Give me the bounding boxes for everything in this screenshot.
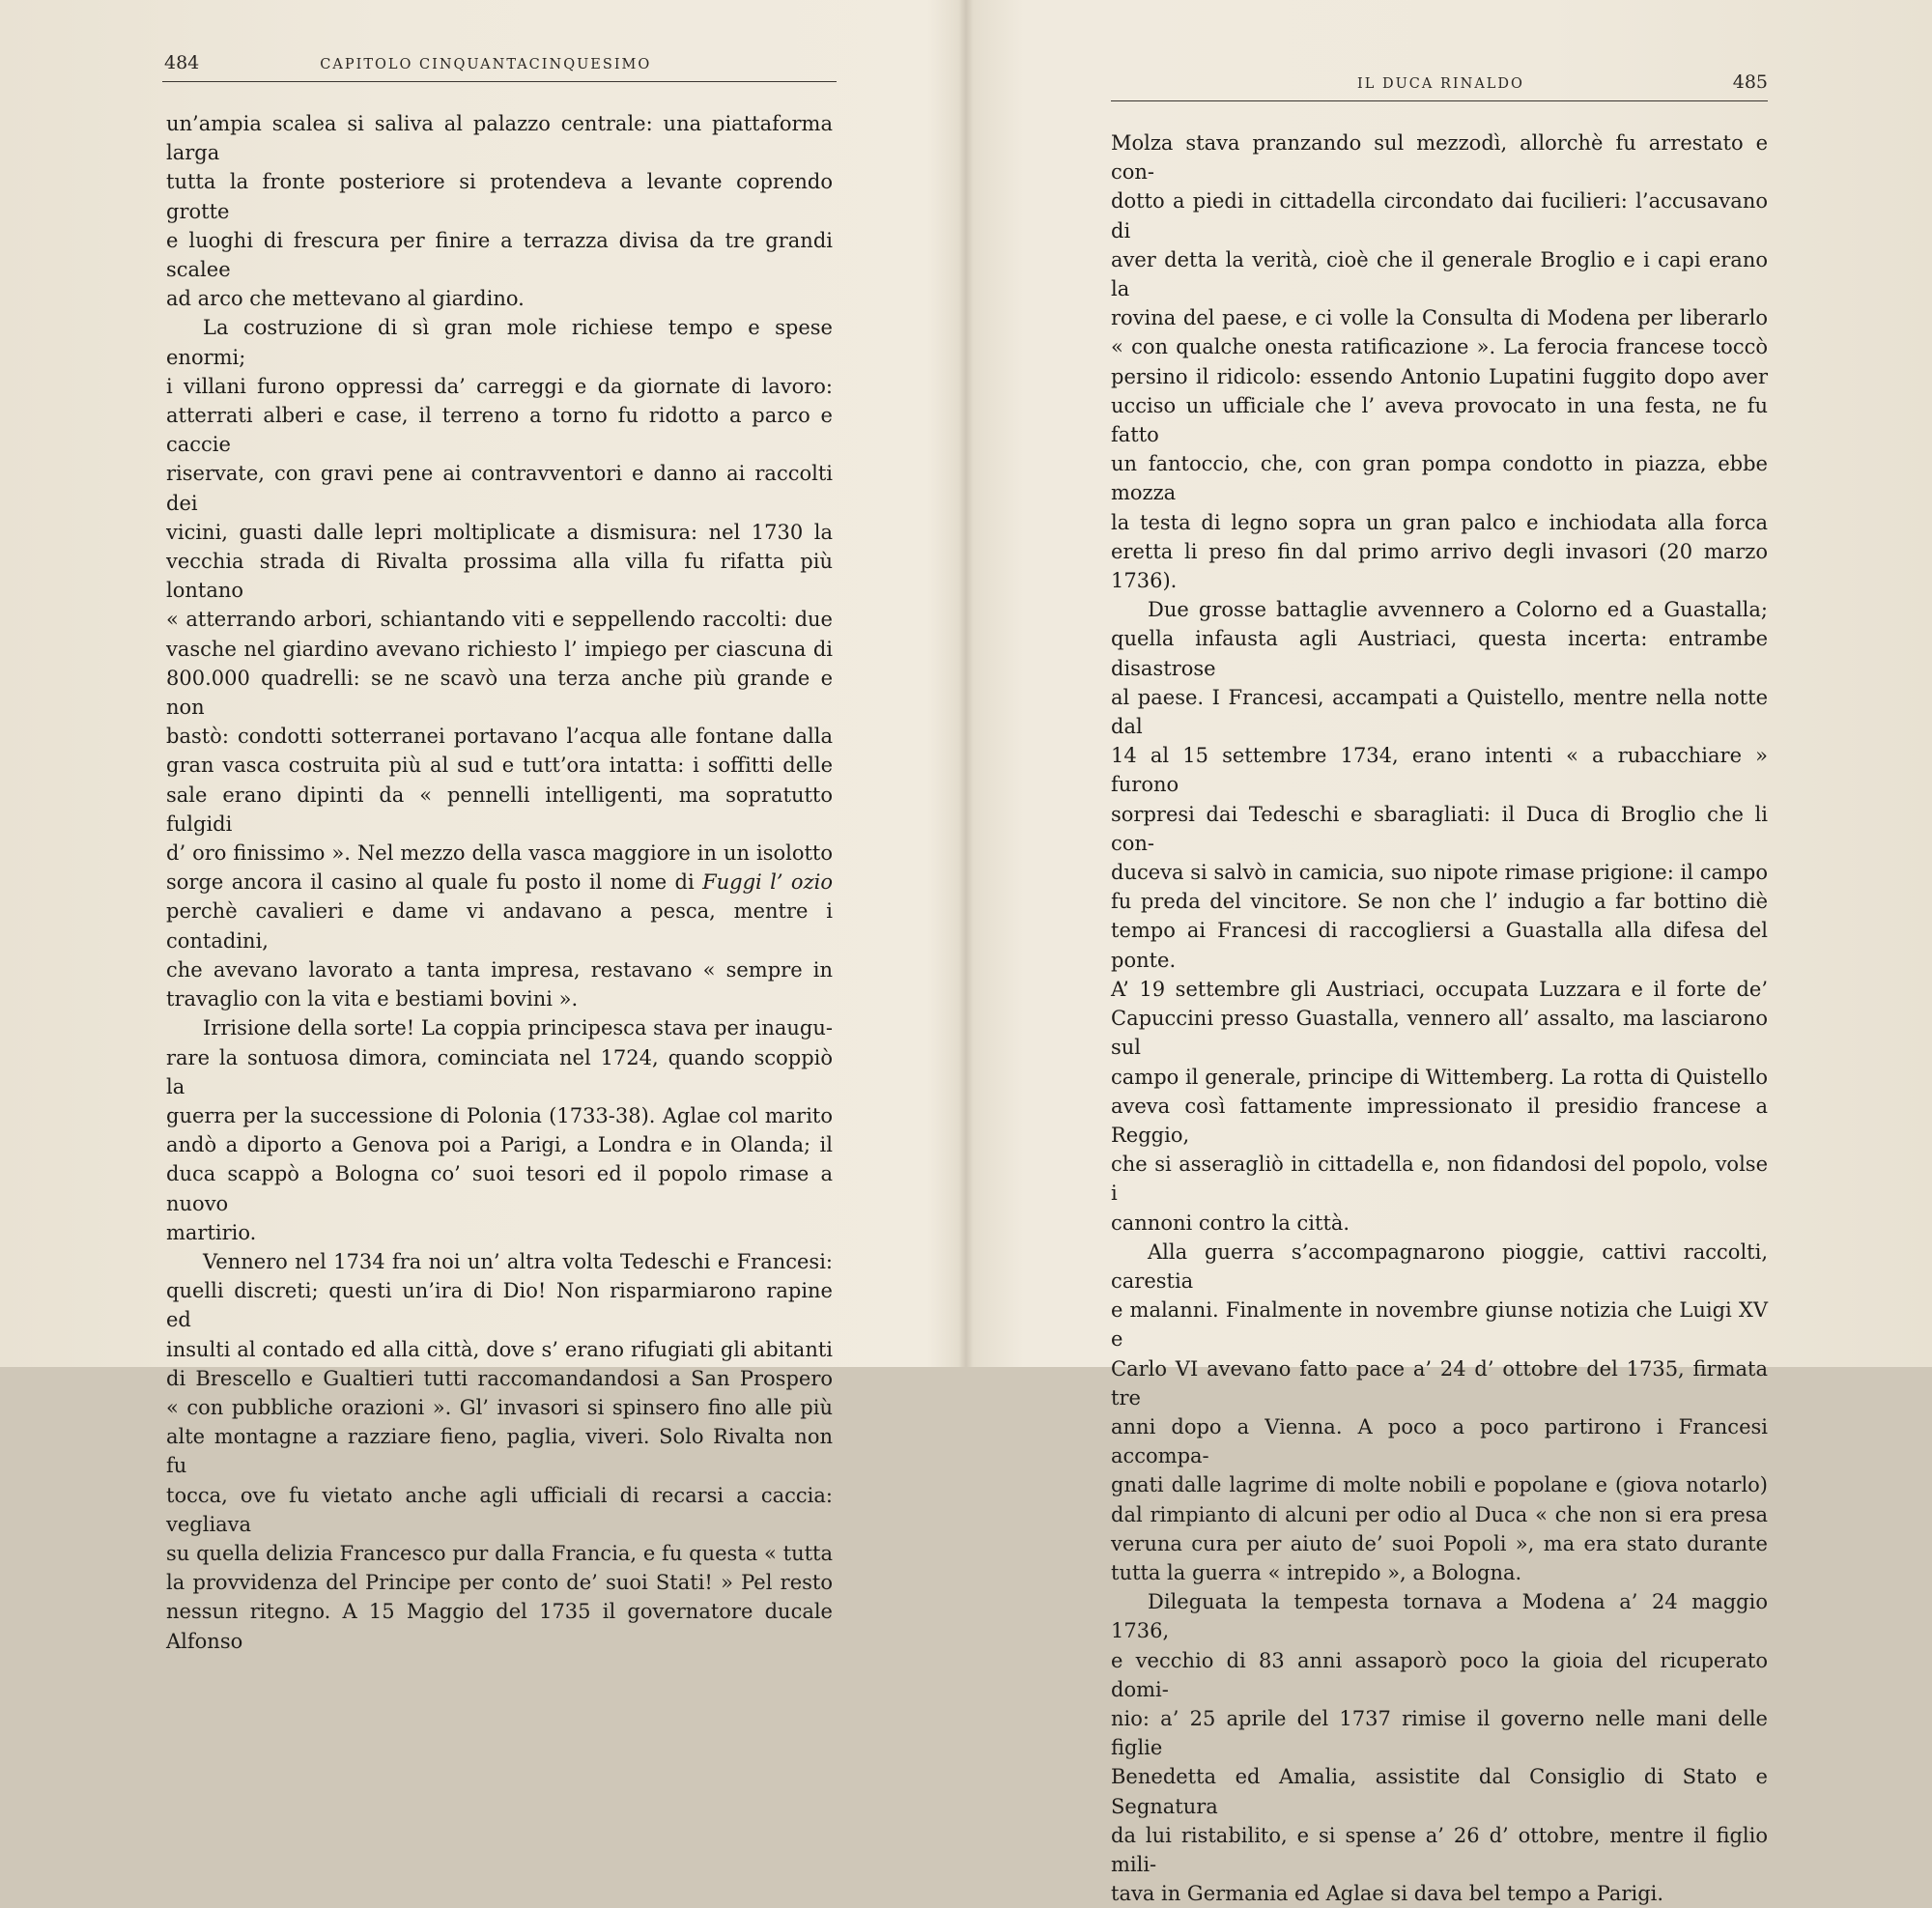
text-line: nessun ritegno. A 15 Maggio del 1735 il governatore ducale Alfonso	[166, 1600, 833, 1653]
text-line: « con pubbliche orazioni ». Gl’ invasori si spinsero fino alle più	[166, 1395, 833, 1419]
text-line: atterrati alberi e case, il terreno a torno fu ridotto a parco e caccie	[166, 404, 833, 457]
text-line: rovina del paese, e ci volle la Consulta di Modena per liberarlo	[1111, 306, 1768, 330]
text-line: sorge ancora il casino al quale fu posto il nome di Fuggi l’ ozio	[166, 870, 833, 895]
text-line: che avevano lavorato a tanta impresa, restavano « sempre in	[166, 957, 833, 982]
text-line: guerra per la successione di Polonia (1733-38). Aglae col marito	[166, 1103, 833, 1127]
text-line: bastò: condotti sotterranei portavano l’acqua alle fontane dalla	[166, 725, 833, 749]
text-line: quella infausta agli Austriaci, questa incerta: entrambe disastrose	[1111, 627, 1768, 680]
text-line: Capuccini presso Guastalla, vennero all’ assalto, ma lasciarono sul	[1111, 1007, 1768, 1060]
page-number: 484	[164, 52, 200, 73]
text-line: Benedetta ed Amalia, assistite dal Consiglio di Stato e Segnatura	[1111, 1765, 1768, 1818]
text-line: Irrisione della sorte! La coppia principesca stava per inaugu-	[203, 1016, 833, 1040]
text-line: duca scappò a Bologna co’ suoi tesori ed il popolo rimase a nuovo	[166, 1162, 833, 1215]
text-line: su quella delizia Francesco pur dalla Francia, e fu questa « tutta	[166, 1541, 833, 1565]
text-line: Carlo VI avevano fatto pace a’ 24 d’ ottobre del 1735, firmata tre	[1111, 1356, 1768, 1410]
text-line: la testa di legno sopra un gran palco e inchiodata alla forca	[1111, 510, 1768, 534]
text-line: insulti al contado ed alla città, dove s’ erano rifugiati gli abitanti	[166, 1337, 833, 1361]
text-line: al paese. I Francesi, accampati a Quistello, mentre nella notte dal	[1111, 685, 1768, 739]
text-line: Molza stava pranzando sul mezzodì, allorchè fu arrestato e con-	[1111, 131, 1768, 185]
text-line: ucciso un ufficiale che l’ aveva provocato in una festa, ne fu fatto	[1111, 393, 1768, 447]
text-line: Due grosse battaglie avvennero a Colorno ed a Guastalla;	[1148, 598, 1768, 622]
italic-title: Fuggi l’ ozio	[702, 870, 833, 895]
text-line: rare la sontuosa dimora, cominciata nel 1724, quando scoppiò la	[166, 1045, 833, 1098]
text-line: A’ 19 settembre gli Austriaci, occupata Luzzara e il forte de’	[1111, 977, 1768, 1001]
text-line: campo il generale, principe di Wittemberg. La rotta di Quistello	[1111, 1065, 1768, 1089]
text-line: dotto a piedi in cittadella circondato dai fucilieri: l’accusavano di	[1111, 189, 1768, 242]
text-line: Dileguata la tempesta tornava a Modena a’ 24 maggio 1736,	[1111, 1590, 1768, 1643]
page-number: 485	[1732, 71, 1768, 93]
text-line: travaglio con la vita e bestiami bovini ».	[166, 987, 579, 1011]
text-line: 800.000 quadrelli: se ne scavò una terza anche più grande e non	[166, 666, 833, 720]
text-line: fu preda del vincitore. Se non che l’ indugio a far bottino diè	[1111, 890, 1768, 914]
text-line: « con qualche onesta ratificazione ». La ferocia francese toccò	[1111, 335, 1768, 359]
right-page-text	[1111, 128, 1768, 1908]
text-line: duceva si salvò in camicia, suo nipote rimase prigione: il campo	[1111, 861, 1768, 885]
text-line: Vennero nel 1734 fra noi un’ altra volta Tedeschi e Francesi:	[203, 1249, 833, 1273]
text-line: dal rimpianto di alcuni per odio al Duca « che non si era presa	[1111, 1502, 1768, 1526]
text-line: vecchia strada di Rivalta prossima alla villa fu rifatta più lontano	[166, 550, 833, 603]
text-line: riservate, con gravi pene ai contravventori e danno ai raccolti dei	[166, 462, 833, 515]
text-line: aver detta la verità, cioè che il generale Broglio e i capi erano la	[1111, 247, 1768, 301]
text-line: e vecchio di 83 anni assaporò poco la gioia del ricuperato domi-	[1111, 1648, 1768, 1701]
header-rule	[1111, 100, 1768, 101]
right-page	[966, 0, 1932, 1906]
text-line: quelli discreti; questi un’ira di Dio! Non risparmiarono rapine ed	[166, 1279, 833, 1332]
text-line: anni dopo a Vienna. A poco a poco partirono i Francesi accompa-	[1111, 1414, 1768, 1468]
text-line: andò a diporto a Genova poi a Parigi, a Londra e in Olanda; il	[166, 1133, 833, 1157]
text-line: Alla guerra s’accompagnarono pioggie, cattivi raccolti, carestia	[1111, 1239, 1768, 1293]
text-line: gran vasca costruita più al sud e tutt’ora intatta: i soffitti delle	[166, 754, 833, 778]
text-line: un’ampia scalea si saliva al palazzo centrale: una piattaforma larga	[166, 112, 833, 165]
text-line: persino il ridicolo: essendo Antonio Lupatini fuggito dopo aver	[1111, 364, 1768, 388]
text-line: vasche nel giardino avevano richiesto l’ impiego per ciascuna di	[166, 637, 833, 661]
text-line: tutta la fronte posteriore si protendeva a levante coprendo grotte	[166, 170, 833, 223]
text-line: cannoni contro la città.	[1111, 1210, 1350, 1235]
text-line: gnati dalle lagrime di molte nobili e popolane e (giova notarlo)	[1111, 1473, 1768, 1497]
text-line: « atterrando arbori, schiantando viti e seppellendo raccolti: due	[166, 608, 833, 632]
text-line: tava in Germania ed Aglae si dava bel tempo a Parigi.	[1111, 1882, 1664, 1906]
text-line: i villani furono oppressi da’ carreggi e da giornate di lavoro:	[166, 374, 833, 398]
text-line: la provvidenza del Principe per conto de’ suoi Stati! » Pel resto	[166, 1571, 833, 1595]
running-head: IL DUCA RINALDO	[1357, 76, 1524, 92]
text-line: veruna cura per aiuto de’ suoi Popoli », ma era stato durante	[1111, 1531, 1768, 1555]
text-line: 14 al 15 settembre 1734, erano intenti « a rubacchiare » furono	[1111, 744, 1768, 797]
text-line: che si asseragliò in cittadella e, non fidandosi del popolo, volse i	[1111, 1153, 1768, 1206]
text-line: e luoghi di frescura per finire a terrazza divisa da tre grandi scalee	[166, 228, 833, 282]
text-line: e malanni. Finalmente in novembre giunse notizia che Luigi XV e	[1111, 1298, 1768, 1352]
right-page-header	[1111, 71, 1768, 93]
left-page	[0, 0, 966, 1653]
text-line: tocca, ove fu vietato anche agli ufficiali di recarsi a caccia: vegliava	[166, 1483, 833, 1536]
text-line: aveva così fattamente impressionato il presidio francese a Reggio,	[1111, 1094, 1768, 1147]
running-head: CAPITOLO CINQUANTACINQUESIMO	[320, 57, 652, 72]
left-page-header	[164, 52, 836, 73]
text-line: ad arco che mettevano al giardino.	[166, 287, 525, 311]
text-line: martirio.	[166, 1220, 257, 1244]
text-line: sale erano dipinti da « pennelli intelligenti, ma sopratutto fulgidi	[166, 783, 833, 836]
text-line: tempo ai Francesi di raccogliersi a Guastalla alla difesa del ponte.	[1111, 919, 1768, 972]
text-line: eretta li preso fin dal primo arrivo degli invasori (20 marzo 1736).	[1111, 539, 1768, 593]
text-line: tutta la guerra « intrepido », a Bologna.	[1111, 1560, 1522, 1584]
text-line: sorpresi dai Tedeschi e sbaragliati: il Duca di Broglio che li con-	[1111, 802, 1768, 855]
text-line: perchè cavalieri e dame vi andavano a pesca, mentre i contadini,	[166, 899, 833, 953]
text-line: alte montagne a razziare fieno, paglia, viveri. Solo Rivalta non fu	[166, 1425, 833, 1478]
text-line: La costruzione di sì gran mole richiese tempo e spese enormi;	[166, 316, 833, 369]
text-line: da lui ristabilito, e si spense a’ 26 d’ ottobre, mentre il figlio mili-	[1111, 1823, 1768, 1876]
text-line: nio: a’ 25 aprile del 1737 rimise il governo nelle mani delle figlie	[1111, 1706, 1768, 1760]
text-line: di Brescello e Gualtieri tutti raccomandandosi a San Prospero	[166, 1366, 833, 1390]
text-line: d’ oro finissimo ». Nel mezzo della vasca maggiore in un isolotto	[166, 841, 833, 866]
left-page-text	[166, 109, 833, 1656]
text-line: un fantoccio, che, con gran pompa condotto in piazza, ebbe mozza	[1111, 452, 1768, 505]
text-line: vicini, guasti dalle lepri moltiplicate a dismisura: nel 1730 la	[166, 520, 833, 544]
header-rule	[162, 81, 837, 82]
